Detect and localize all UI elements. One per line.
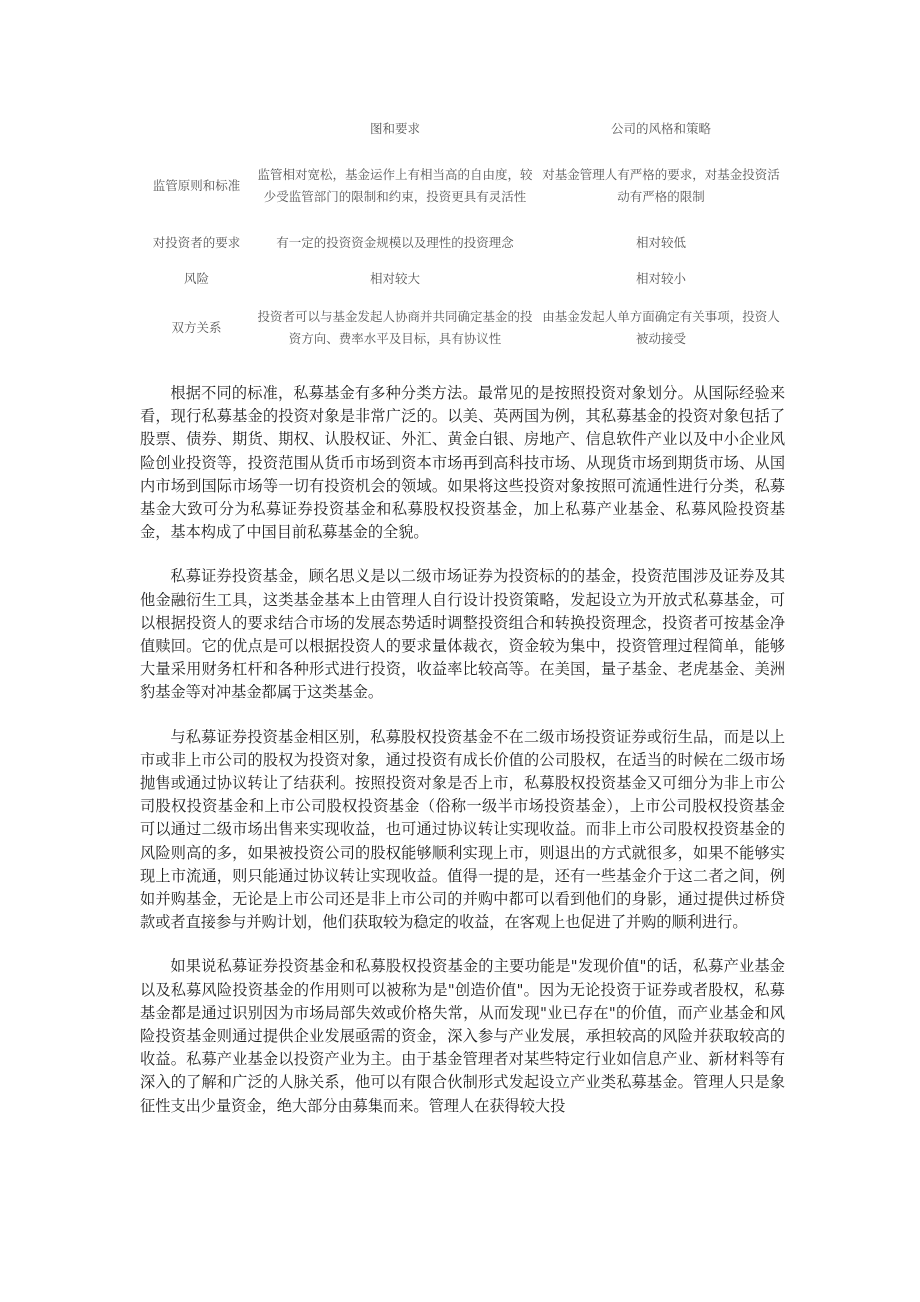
paragraph: 如果说私募证券投资基金和私募股权投资基金的主要功能是"发现价值"的话，私募产业基金以及私募风险投资基金的作用则可以被称为是"创造价值"。因为无论投资于证券或者股权，私募基金都是通过识别因为市场局部失效或价格失常，从而发现"业已存在"的价值，而产业基金和风险投资基金则通过提供企业发展亟需的资金，深入参与产业发展，承担较高的风险并获取较高的收益。私募产业基金以投资产业为主。由于基金管理者对某些特定行业如信息产业、新材料等有深入的了解和广泛的人脉关系，他可以有限合伙制形式发起设立产业类私募基金。管理人只是象征性支出少量资金，绝大部分由募集而来。管理人在获得较大投 bbox=[140, 957, 785, 1115]
table-header-cell bbox=[140, 112, 253, 146]
table-row bbox=[140, 146, 785, 226]
table-cell: 投资者可以与基金发起人协商并共同确定基金的投资方向、费率水平及目标，具有协议性 bbox=[257, 309, 533, 346]
row-label: 监管原则和标准 bbox=[152, 178, 241, 193]
paragraph: 与私募证券投资基金相区别，私募股权投资基金不在二级市场投资证券或衍生品，而是以上市或非上市公司的股权为投资对象，通过投资有成长价值的公司股权，在适当的时候在二级市场抛售或通过协议转让了结获利。按照投资对象是否上市，私募股权投资基金又可细分为非上市公司股权投资基金和上市公司股权投资基金（俗称一级半市场投资基金），上市公司股权投资基金可以通过二级市场出售来实现收益，也可通过协议转让实现收益。而非上市公司股权投资基金的风险则高的多，如果被投资公司的股权能够顺利实现上市，则退出的方式就很多，如果不能够实现上市流通，则只能通过协议转让实现收益。值得一提的是，还有一些基金介于这二者之间，例如并购基金，无论是上市公司还是非上市公司的并购中都可以看到他们的身影，通过提供过桥贷款或者直接参与并购计划，他们获取较为稳定的收益，在客观上也促进了并购的顺利进行。 bbox=[140, 727, 785, 932]
row-label: 双方关系 bbox=[171, 320, 222, 335]
paragraph: 根据不同的标准，私募基金有多种分类方法。最常见的是按照投资对象划分。从国际经验来看，现行私募基金的投资对象是非常广泛的。以美、英两国为例，其私募基金的投资对象包括了股票、债券、期货、期权、认股权证、外汇、黄金白银、房地产、信息软件产业以及中小企业风险创业投资等，投资范围从货币市场到资本市场再到高科技市场、从现货市场到期货市场、从国内市场到国际市场等一切有投资机会的领域。如果将这些投资对象按照可流通性进行分类，私募基金大致可分为私募证券投资基金和私募股权投资基金，加上私募产业基金、私募风险投资基金，基本构成了中国目前私募基金的全貌。 bbox=[140, 384, 785, 542]
comparison-table bbox=[140, 112, 785, 358]
paragraph: 私募证券投资基金，顾名思义是以二级市场证券为投资标的的基金，投资范围涉及证券及其他金融衍生工具，这类基金基本上由管理人自行设计投资策略，发起设立为开放式私募基金，可以根据投资人的要求结合市场的发展态势适时调整投资组合和转换投资理念，投资者可按基金净值赎回。它的优点是可以根据投资人的要求量体裁衣，资金较为集中，投资管理过程简单，能够大量采用财务杠杆和各种形式进行投资，收益率比较高等。在美国，量子基金、老虎基金、美洲豹基金等对冲基金都属于这类基金。 bbox=[140, 567, 785, 702]
table-row bbox=[140, 226, 785, 260]
table-cell: 有一定的投资资金规模以及理性的投资理念 bbox=[276, 235, 514, 250]
table-cell: 相对较小 bbox=[635, 271, 686, 286]
table-header-cell: 图和要求 bbox=[369, 121, 420, 136]
table-header-row bbox=[140, 112, 785, 146]
row-label: 对投资者的要求 bbox=[152, 235, 241, 250]
table-cell: 由基金发起人单方面确定有关事项，投资人被动接受 bbox=[542, 309, 780, 346]
table-row bbox=[140, 260, 785, 298]
table-row bbox=[140, 298, 785, 358]
article-body bbox=[140, 382, 785, 1139]
table-cell: 相对较大 bbox=[369, 271, 420, 286]
row-label: 风险 bbox=[183, 271, 209, 286]
table-cell: 相对较低 bbox=[635, 235, 686, 250]
table-cell: 监管相对宽松，基金运作上有相当高的自由度，较少受监管部门的限制和约束，投资更具有灵活性 bbox=[257, 167, 533, 204]
table-cell: 对基金管理人有严格的要求，对基金投资活动有严格的限制 bbox=[542, 167, 780, 204]
table-header-cell: 公司的风格和策略 bbox=[610, 121, 711, 136]
